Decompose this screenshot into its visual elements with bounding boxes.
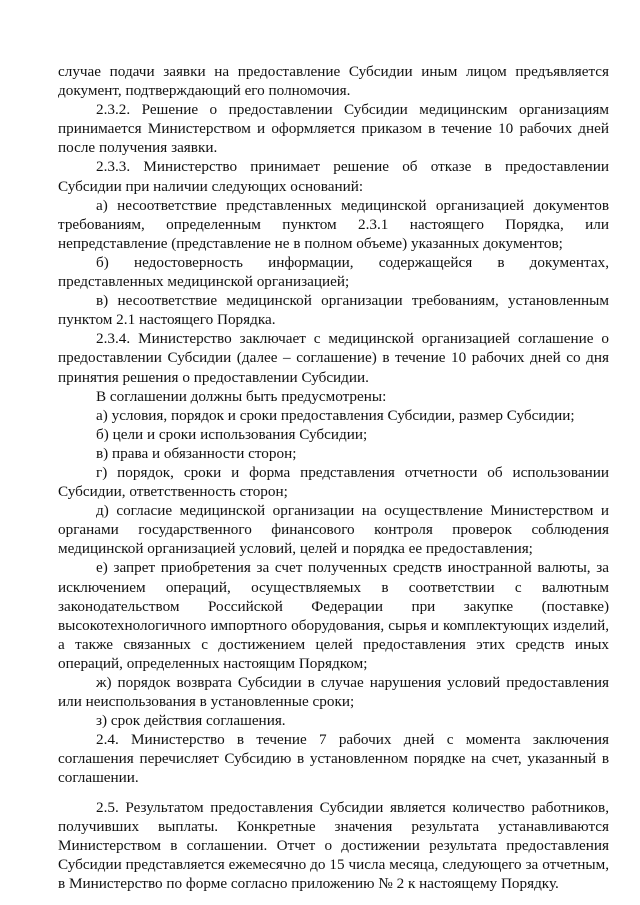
paragraph-agreement-e: е) запрет приобретения за счет полученных средств иностранной валюты, за исключением операций, осуществляемых в соответствии с валютным законодательством Российской Федерации при закупке (поставке) высокотехнологичного импортного оборудования, сырья и комплектующих изделий, а также связанных с достижением целей предоставления этих средств иных операций, определенных настоящим Порядком; (58, 559, 609, 672)
paragraph-agreement-v: в) права и обязанности сторон; (96, 444, 297, 462)
paragraph-agreement-intro: В соглашении должны быть предусмотрены: (96, 387, 387, 405)
paragraph-continuation: случае подачи заявки на предоставление Субсидии иным лицом предъявляется документ, подтверждающий его полномочия. (58, 63, 609, 100)
document-body (58, 62, 609, 893)
paragraph-agreement-g: г) порядок, сроки и форма представления отчетности об использовании Субсидии, ответственность сторон; (58, 463, 609, 501)
paragraph-2-3-3-b: б) недостоверность информации, содержащейся в документах, представленных медицинской организацией; (58, 253, 609, 291)
paragraph-agreement-zh: ж) порядок возврата Субсидии в случае нарушения условий предоставления или неиспользования в установленные сроки; (58, 674, 609, 711)
paragraph-2-3-2: 2.3.2. Решение о предоставлении Субсидии медицинским организациям принимается Министерством и оформляется приказом в течение 10 рабочих дней после получения заявки. (58, 101, 609, 157)
paragraph-2-3-3-v: в) несоответствие медицинской организации требованиям, установленным пунктом 2.1 настоящего Порядка. (58, 292, 609, 329)
paragraph-agreement-d: д) согласие медицинской организации на осуществление Министерством и органами государственного финансового контроля проверок соблюдения медицинской организацией условий, целей и порядка ее предоставления; (58, 502, 609, 558)
paragraph-agreement-z: з) срок действия соглашения. (96, 712, 286, 730)
paragraph-2-5: 2.5. Результатом предоставления Субсидии является количество работников, получивших выплаты. Конкретные значения результата устанавливаются Министерством в соглашении. Отчет о достижении результата предоставления Субсидии представляется ежемесячно до 15 числа месяца, следующего за отчетным, в Министерство по форме согласно приложению № 2 к настоящему Порядку. (58, 798, 609, 892)
paragraph-2-3-4: 2.3.4. Министерство заключает с медицинской организацией соглашение о предоставлении Субсидии (далее – соглашение) в течение 10 рабочих дней со дня принятия решения о предоставлении Субсидии. (58, 330, 609, 386)
paragraph-2-4: 2.4. Министерство в течение 7 рабочих дней с момента заключения соглашения перечисляет Субсидию в установленном порядке на счет, указанный в соглашении. (58, 731, 609, 787)
paragraph-agreement-b: б) цели и сроки использования Субсидии; (96, 425, 368, 443)
paragraph-2-3-3: 2.3.3. Министерство принимает решение об отказе в предоставлении Субсидии при наличии следующих оснований: (58, 158, 609, 195)
paragraph-2-3-3-a: а) несоответствие представленных медицинской организацией документов требованиям, определенным пунктом 2.3.1 настоящего Порядка, или непредставление (представление не в полном объеме) указанных документов; (58, 196, 609, 252)
paragraph-agreement-a: а) условия, порядок и сроки предоставления Субсидии, размер Субсидии; (96, 406, 575, 424)
